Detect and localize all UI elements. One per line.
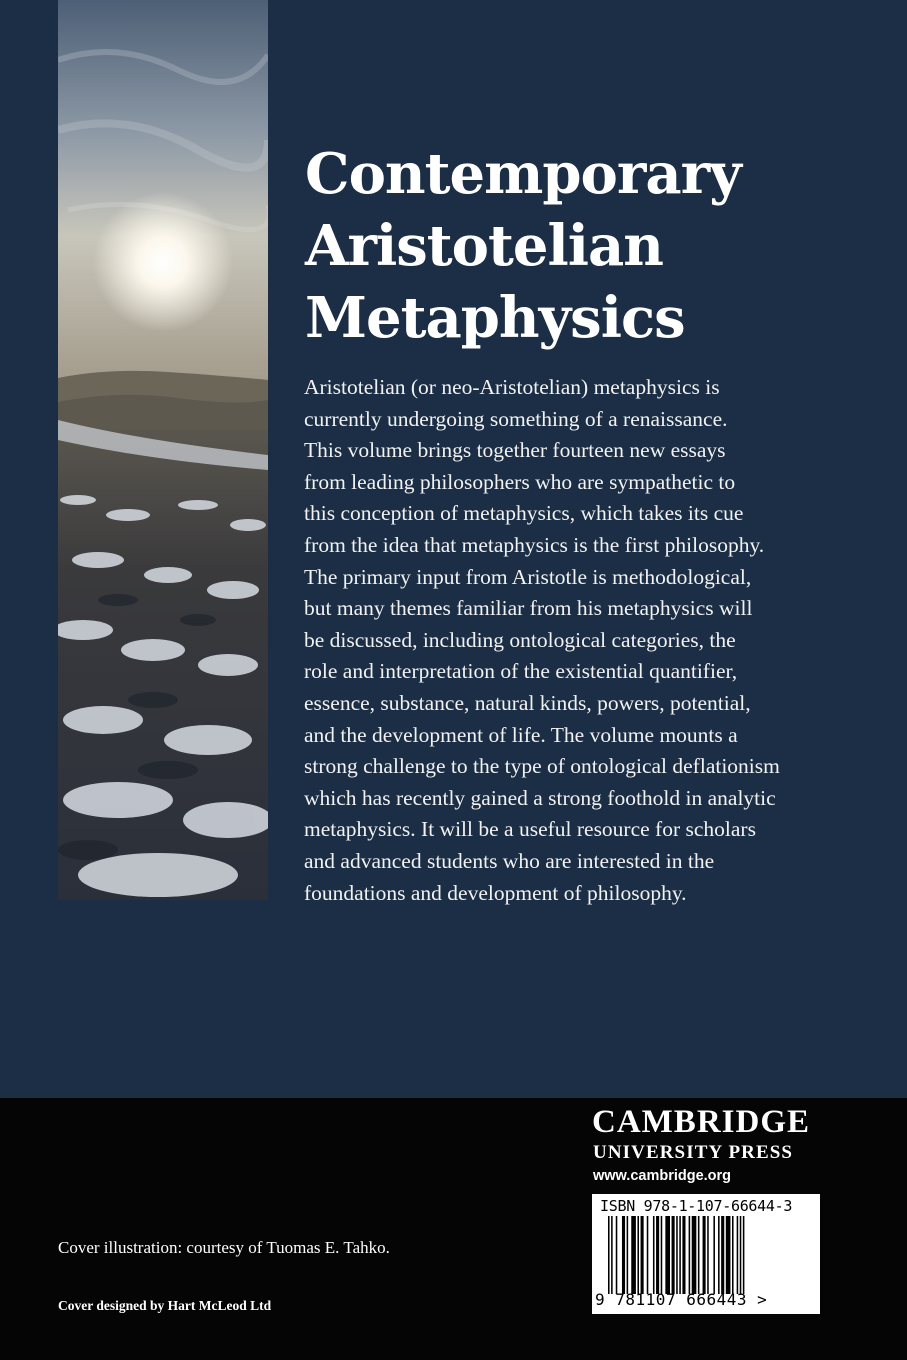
book-title	[305, 138, 885, 354]
blurb-line: metaphysics. It will be a useful resource for scholars	[304, 817, 756, 842]
blurb-line: be discussed, including ontological categories, the	[304, 627, 736, 652]
title-line: Contemporary	[305, 141, 741, 207]
blurb-line: foundations and development of philosophy.	[304, 880, 687, 905]
publisher-url: www.cambridge.org	[593, 1168, 732, 1184]
blurb-line: from leading philosophers who are sympathetic to	[304, 469, 736, 494]
isbn-label: ISBN 978-1-107-66644-3	[600, 1197, 793, 1215]
blurb-line: role and interpretation of the existential quantifier,	[304, 659, 738, 684]
isbn-barcode	[592, 1194, 820, 1314]
blurb-line: which has recently gained a strong foothold in analytic	[304, 785, 776, 810]
blurb-line: Aristotelian (or neo-Aristotelian) metaphysics is	[304, 375, 720, 399]
barcode-digits: 9 781107 666443 >	[595, 1290, 768, 1309]
blurb-line: essence, substance, natural kinds, powers, potential,	[304, 690, 751, 715]
cover-photo-landscape	[58, 0, 268, 900]
blurb-line: currently undergoing something of a renaissance.	[304, 406, 728, 431]
publisher-subtitle: UNIVERSITY PRESS	[593, 1142, 794, 1163]
barcode-bars	[608, 1216, 788, 1294]
publisher-name: CAMBRIDGE	[592, 1104, 811, 1140]
title-line: Metaphysics	[305, 285, 685, 351]
blurb-line: This volume brings together fourteen new essays	[304, 438, 726, 463]
design-credit: Cover designed by Hart McLeod Ltd	[58, 1298, 272, 1313]
blurb-line: and the development of life. The volume mounts a	[304, 722, 738, 747]
title-line: Aristotelian	[305, 213, 664, 279]
blurb-line: from the idea that metaphysics is the first philosophy.	[304, 532, 765, 557]
blurb-line: and advanced students who are interested in the	[304, 848, 715, 873]
blurb-line: this conception of metaphysics, which takes its cue	[304, 501, 744, 526]
blurb-line: but many themes familiar from his metaphysics will	[304, 596, 753, 621]
blurb-line: The primary input from Aristotle is methodological,	[304, 564, 752, 589]
book-blurb	[304, 372, 864, 909]
illustration-credit: Cover illustration: courtesy of Tuomas E. Tahko.	[58, 1238, 390, 1257]
blurb-line: strong challenge to the type of ontological deflationism	[304, 754, 780, 779]
